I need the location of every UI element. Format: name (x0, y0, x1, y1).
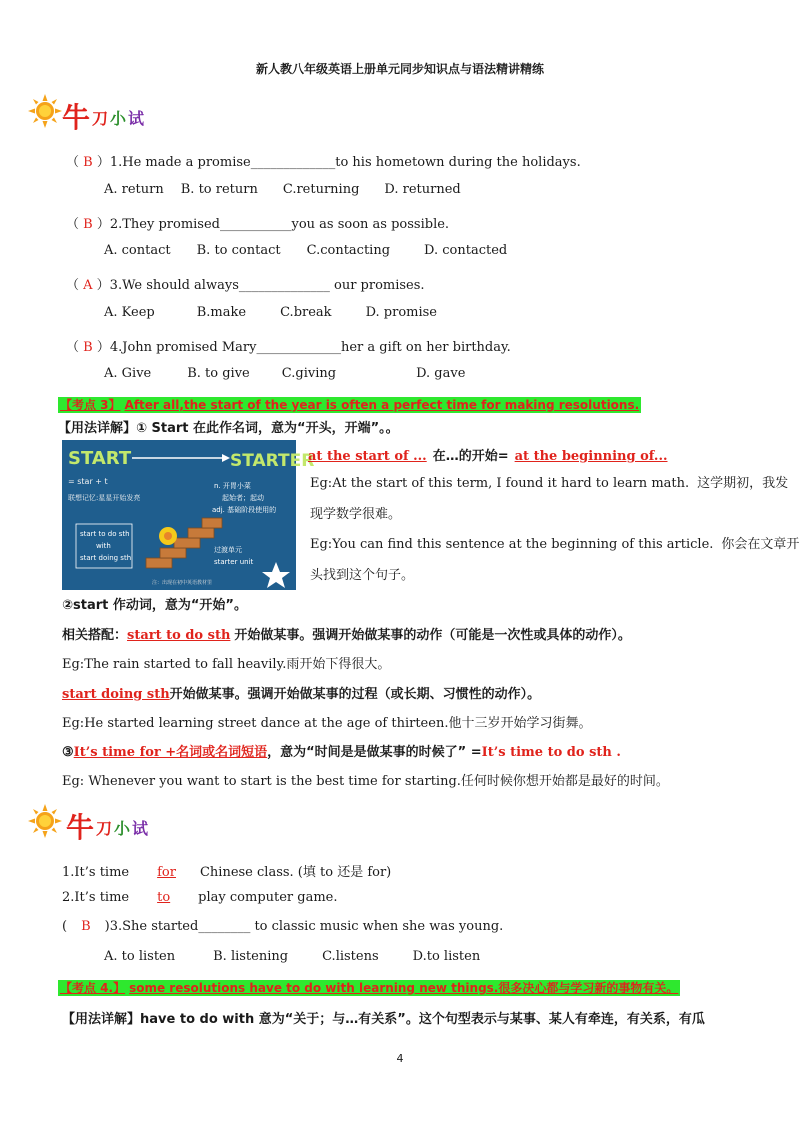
quiz2-answer-1: for (157, 865, 176, 880)
kaodian-3: 【考点 3】 After all,the start of the year is often a perfect time for making resolutions. (60, 398, 640, 412)
badge-char-4: 试 (132, 819, 149, 838)
page-number: 4 (396, 1052, 404, 1065)
svg-text:联想记忆:星星开始发亮: 联想记忆:星星开始发亮 (68, 494, 141, 502)
svg-text:start to do sth: start to do sth (80, 530, 130, 538)
quiz2-options-3: A. to listen B. listening C.listens D.to listen (104, 949, 481, 964)
badge-big-char: 牛 (62, 101, 91, 134)
options-2: A. contact B. to contact C.contacting D. contacted (104, 243, 508, 258)
image-left-title: START (68, 448, 132, 469)
sun-icon (28, 804, 62, 838)
svg-text:starter unit: starter unit (214, 558, 254, 566)
collocation-2: start doing sth开始做某事。强调开始做某事的过程（或长期、习惯性的动作）。 (62, 687, 541, 702)
answer-4: B (83, 340, 93, 355)
example-2: Eg:You can find this sentence at the beginning of this article. 你会在文章开 (310, 537, 800, 552)
start-vocab-image (62, 440, 315, 590)
answer-2: B (83, 217, 93, 232)
collocation-1: 相关搭配：start to do sth 开始做某事。强调开始做某事的动作（可能是一次性或具体的动作）。 (62, 628, 631, 643)
image-right-title: STARTER (230, 451, 315, 471)
kaodian-4: 【考点 4.】 some resolutions have to do with learning new things.很多决心都与学习新的事物有关。 (60, 981, 679, 995)
quiz2-question-3: ( B )3.She started________ to classic music when she was young. (62, 919, 504, 934)
page-header-title: 新人教八年级英语上册单元同步知识点与语法精讲精练 (255, 62, 544, 76)
options-3: A. Keep B.make C.break D. promise (104, 305, 437, 320)
answer-1: B (83, 155, 93, 170)
svg-text:n. 开胃小菜: n. 开胃小菜 (214, 482, 251, 490)
badge-big-char: 牛 (66, 811, 95, 844)
svg-text:adj. 基础阶段使用的: adj. 基础阶段使用的 (212, 506, 277, 514)
svg-text:过渡单元: 过渡单元 (214, 546, 242, 554)
quiz-question-1: （ B ）1.He made a promise_____________to his hometown during the holidays. (66, 155, 581, 170)
svg-text:with: with (96, 542, 111, 550)
example-5: Eg: Whenever you want to start is the best time for starting.任何时候你想开始都是最好的时间。 (62, 774, 669, 789)
quiz2-question-1: 1.It’s time for Chinese class. (填 to 还是 for) (62, 865, 392, 880)
quiz2-question-2: 2.It’s time to play computer game. (62, 890, 338, 905)
example-1-cont: 现学数学很难。 (310, 507, 402, 522)
answer-3: A (83, 278, 93, 293)
badge-char-3: 小 (110, 109, 127, 128)
svg-text:起始者；起动: 起始者；起动 (222, 494, 264, 502)
sun-icon (28, 94, 62, 128)
badge-char-2: 刀 (92, 109, 109, 128)
usage-explain-1: 【用法详解】① Start 在此作名词，意为“开头，开端”。。 (58, 421, 399, 436)
badge-char-4: 试 (128, 109, 145, 128)
usage-explain-2: 【用法详解】have to do with 意为“关于；与…有关系”。这个句型表示与某事、某人有牵连，有关系，有瓜 (62, 1012, 705, 1027)
quiz2-answer-3: B (81, 919, 91, 934)
quiz-question-3: （ A ）3.We should always______________ our promises. (66, 278, 425, 293)
quiz-question-2: （ B ）2.They promised___________you as soon as possible. (66, 217, 450, 232)
its-time-rule: ③It’s time for +名词或名词短语，意为“时间是是做某事的时候了” =It’s time to do sth . (62, 745, 621, 760)
options-4: A. Give B. to give C.giving D. gave (104, 366, 466, 381)
svg-text:注：出现在初中英语教材里: 注：出现在初中英语教材里 (152, 580, 213, 586)
example-4: Eg:He started learning street dance at the age of thirteen.他十三岁开始学习街舞。 (62, 716, 592, 731)
svg-text:start doing sth: start doing sth (80, 554, 132, 562)
options-1: A. return B. to return C.returning D. returned (104, 182, 461, 197)
quiz2-answer-2: to (157, 890, 171, 905)
example-1: Eg:At the start of this term, I found it hard to learn math. 这学期初，我发 (310, 476, 789, 491)
flower-character (159, 527, 177, 545)
start-illustration (62, 440, 315, 590)
phrase-at-start-of: at the start of ... 在…的开始= at the beginning of... (308, 449, 668, 464)
example-2-cont: 头找到这个句子。 (310, 568, 415, 583)
svg-text:= star + t: = star + t (68, 477, 108, 486)
quiz-question-4: （ B ）4.John promised Mary_____________her a gift on her birthday. (66, 340, 511, 355)
badge-char-3: 小 (114, 819, 131, 838)
example-3: Eg:The rain started to fall heavily.雨开始下得很大。 (62, 657, 391, 672)
verb-usage: ②start 作动词，意为“开始”。 (62, 598, 247, 613)
badge-char-2: 刀 (96, 819, 113, 838)
